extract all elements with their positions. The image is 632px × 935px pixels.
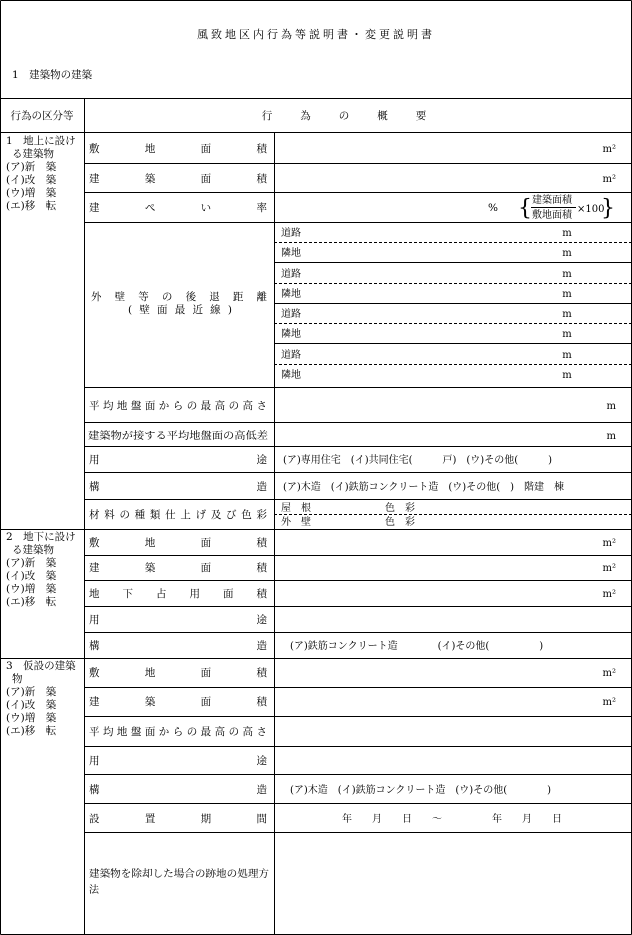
- left-brace: {: [518, 196, 532, 221]
- site-area-unit: m²: [602, 538, 616, 549]
- group-2-category: [6, 530, 76, 608]
- section-heading: 1 建築物の建築: [12, 69, 93, 81]
- wall-color-label: 色 彩: [385, 517, 415, 528]
- building-area-unit: m²: [602, 563, 616, 574]
- formula-numerator: 建築面積: [532, 195, 572, 206]
- site-area-unit: m²: [602, 144, 616, 155]
- group-option: (ア)新 築: [6, 686, 57, 698]
- max-height-unit: m: [606, 401, 616, 412]
- max-height-label: 平均地盤面からの最高の高さ: [89, 400, 267, 412]
- roof-color-label: 色 彩: [385, 503, 415, 514]
- underground-area-unit: m²: [602, 589, 616, 600]
- right-brace: }: [601, 196, 615, 221]
- structure-options: (ア)木造 (イ)鉄筋コンクリート造 (ウ)その他( ) 階建 棟: [283, 482, 565, 493]
- period-value: 年 月 日 ～ 年 月 日: [342, 814, 562, 825]
- table-dashed-lines: [274, 243, 632, 515]
- group-title-line: る建築物: [12, 148, 54, 160]
- setback-row-label: 隣地: [281, 370, 301, 381]
- group-title-line: 物: [12, 673, 23, 685]
- group-option: (ウ)増 築: [6, 187, 57, 199]
- structure-label: 構造: [89, 784, 267, 796]
- use-label: 用途: [89, 614, 267, 626]
- use-label: 用途: [89, 454, 267, 466]
- overview-header: 行為の概要: [261, 110, 455, 122]
- group-option: (イ)改 築: [6, 699, 57, 711]
- setback-sublabel: (壁面最近線): [128, 304, 232, 316]
- use-label: 用途: [89, 755, 267, 767]
- site-area-label: 敷地面積: [89, 667, 267, 679]
- group-title-line: 1 地上に設け: [6, 135, 76, 147]
- structure-label: 構造: [89, 640, 267, 652]
- group-option: (ウ)増 築: [6, 712, 57, 724]
- setback-row-unit: m: [562, 248, 572, 259]
- use-options: (ア)専用住宅 (イ)共同住宅( 戸) (ウ)その他( ): [283, 455, 553, 466]
- setback-row-unit: m: [562, 228, 572, 239]
- group-title-line: る建築物: [12, 544, 54, 556]
- setback-row-label: 道路: [281, 269, 301, 280]
- formula-multiplier: ×100: [577, 204, 605, 215]
- setback-row-unit: m: [562, 269, 572, 280]
- underground-area-label: 地下占用面積: [89, 588, 267, 600]
- site-area-unit: m²: [602, 668, 616, 679]
- group-option: (ア)新 築: [6, 161, 57, 173]
- setback-row-label: 道路: [281, 309, 301, 320]
- structure-label: 構造: [89, 481, 267, 493]
- group-option: (イ)改 築: [6, 174, 57, 186]
- building-area-unit: m²: [602, 174, 616, 185]
- setback-row-unit: m: [562, 329, 572, 340]
- site-area-label: 敷地面積: [89, 143, 267, 155]
- formula-denominator: 敷地面積: [532, 210, 572, 221]
- setback-row-label: 隣地: [281, 329, 301, 340]
- building-area-unit: m²: [602, 697, 616, 708]
- max-height-label: 平均地盤面からの最高の高さ: [89, 726, 267, 738]
- setback-row-unit: m: [562, 350, 572, 361]
- structure-options: (ア)木造 (イ)鉄筋コンクリート造 (ウ)その他( ): [290, 785, 552, 796]
- roof-label: 屋 根: [281, 503, 311, 514]
- setback-row-label: 道路: [281, 228, 301, 239]
- category-header: 行為の区分等: [10, 110, 74, 122]
- building-area-label: 建築面積: [89, 696, 267, 708]
- group-3-category: [6, 659, 76, 737]
- period-label: 設置期間: [89, 813, 267, 825]
- coverage-percent-unit: %: [488, 202, 498, 214]
- group-option: (エ)移 転: [6, 200, 57, 212]
- group-option: (エ)移 転: [6, 596, 57, 608]
- coverage-formula: [518, 193, 615, 221]
- group-option: (エ)移 転: [6, 725, 57, 737]
- building-area-label: 建築面積: [89, 562, 267, 574]
- coverage-ratio-label: 建ぺい率: [89, 202, 267, 214]
- form-title: 風致地区内行為等説明書・変更説明書: [197, 28, 435, 41]
- setback-row-unit: m: [562, 289, 572, 300]
- disposal-label-line: 法: [89, 885, 99, 896]
- structure-options: (ア)鉄筋コンクリート造 (イ)その他( ): [290, 641, 544, 652]
- materials-label: 材料の種類仕上げ及び色彩: [89, 509, 267, 521]
- setback-row-label: 道路: [281, 350, 301, 361]
- group-option: (ア)新 築: [6, 557, 57, 569]
- height-diff-label: 建築物が接する平均地盤面の高低差: [88, 431, 248, 442]
- wall-label: 外 壁: [281, 517, 311, 528]
- setback-row-unit: m: [562, 309, 572, 320]
- building-area-label: 建築面積: [89, 173, 267, 185]
- setback-label: 外壁等の後退距離: [91, 291, 267, 303]
- height-diff-unit: m: [606, 431, 616, 442]
- group-1-category: [6, 134, 76, 212]
- group-option: (イ)改 築: [6, 570, 57, 582]
- site-area-label: 敷地面積: [89, 537, 267, 549]
- group-option: (ウ)増 築: [6, 583, 57, 595]
- group-title-line: 2 地下に設け: [6, 531, 76, 543]
- group-title-line: 3 仮設の建築: [6, 660, 76, 672]
- setback-row-unit: m: [562, 370, 572, 381]
- disposal-label-line: 建築物を除却した場合の跡地の処理方: [89, 869, 259, 880]
- setback-row-label: 隣地: [281, 248, 301, 259]
- setback-row-label: 隣地: [281, 289, 301, 300]
